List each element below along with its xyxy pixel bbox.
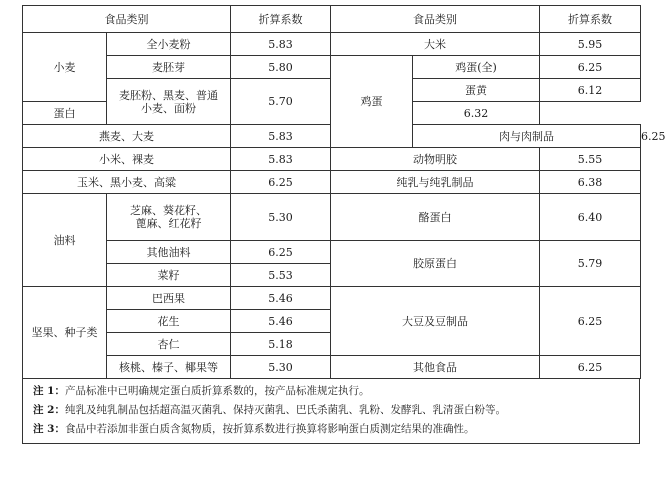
table-row	[23, 171, 641, 194]
factor-cell: 5.46	[231, 287, 331, 310]
food-name-cell: 大豆及豆制品	[331, 287, 540, 356]
food-name-cell: 麦胚芽	[107, 56, 231, 79]
food-name-cell: 动物明胶	[331, 148, 540, 171]
food-name-line: 芝麻、葵花籽、	[130, 204, 207, 217]
protein-factor-document	[22, 5, 666, 444]
factor-cell: 5.53	[231, 264, 331, 287]
food-name-cell: 酪蛋白	[331, 194, 540, 241]
factor-cell: 5.80	[231, 56, 331, 79]
note-line	[23, 382, 639, 401]
food-name-cell: 花生	[107, 310, 231, 333]
group-cell-egg: 鸡蛋	[331, 56, 413, 148]
factor-cell: 5.30	[231, 356, 331, 379]
table-row	[23, 194, 641, 241]
food-name-line: 蓖麻、红花籽	[135, 217, 202, 230]
notes-box	[22, 379, 640, 444]
note-label: 注 1：	[33, 385, 65, 397]
group-cell-oilseeds: 油料	[23, 194, 107, 287]
note-line	[23, 401, 639, 420]
group-cell-nuts: 坚果、种子类	[23, 287, 107, 379]
header-category-right: 食品类别	[331, 6, 540, 33]
factor-cell: 6.32	[413, 102, 540, 125]
factor-cell: 5.79	[540, 241, 641, 287]
table-row	[23, 33, 641, 56]
factor-cell: 6.12	[540, 79, 641, 102]
header-factor-right: 折算系数	[540, 6, 641, 33]
food-name-line: 小麦、面粉	[141, 101, 196, 115]
note-label: 注 3：	[33, 423, 65, 435]
factor-cell: 5.95	[540, 33, 641, 56]
food-name-line: 麦胚粉、黑麦、普通	[119, 88, 218, 102]
food-name-cell: 大米	[331, 33, 540, 56]
food-name-cell	[107, 79, 231, 125]
food-name-cell: 巴西果	[107, 287, 231, 310]
food-name-cell: 小米、裸麦	[23, 148, 231, 171]
factor-cell: 6.25	[540, 356, 641, 379]
table-row	[23, 241, 641, 264]
factor-cell: 5.46	[231, 310, 331, 333]
note-label: 注 2：	[33, 404, 65, 416]
factor-cell: 5.55	[540, 148, 641, 171]
food-name-cell: 其他食品	[331, 356, 540, 379]
header-category-left: 食品类别	[23, 6, 231, 33]
factor-cell: 6.40	[540, 194, 641, 241]
table-row	[23, 56, 641, 79]
factor-cell: 5.30	[231, 194, 331, 241]
food-name-cell: 其他油料	[107, 241, 231, 264]
factor-cell: 5.18	[231, 333, 331, 356]
food-name-cell	[107, 194, 231, 241]
header-row	[23, 6, 641, 33]
food-name-cell: 鸡蛋(全)	[413, 56, 540, 79]
food-name-cell: 燕麦、大麦	[23, 125, 231, 148]
factor-cell: 6.38	[540, 171, 641, 194]
factor-cell: 6.25	[231, 241, 331, 264]
food-name-cell: 玉米、黑小麦、高粱	[23, 171, 231, 194]
food-name-cell: 菜籽	[107, 264, 231, 287]
header-factor-left: 折算系数	[231, 6, 331, 33]
food-name-cell: 肉与肉制品	[413, 125, 641, 148]
table-row	[23, 356, 641, 379]
note-text: 纯乳及纯乳制品包括超高温灭菌乳、保持灭菌乳、巴氏杀菌乳、乳粉、发酵乳、乳清蛋白粉等。	[64, 404, 506, 416]
table-row	[23, 287, 641, 310]
factor-cell: 5.70	[231, 79, 331, 125]
table-row	[23, 148, 641, 171]
food-name-cell: 全小麦粉	[107, 33, 231, 56]
food-name-cell: 蛋黄	[413, 79, 540, 102]
food-name-cell: 纯乳与纯乳制品	[331, 171, 540, 194]
group-cell-wheat: 小麦	[23, 33, 107, 102]
food-name-cell: 胶原蛋白	[331, 241, 540, 287]
table-row: 燕麦、大麦 5.83 肉与肉制品 6.25	[23, 125, 641, 148]
note-line	[23, 420, 639, 439]
note-text: 产品标准中已明确规定蛋白质折算系数的，按产品标准规定执行。	[64, 385, 370, 397]
factor-cell: 6.25	[540, 56, 641, 79]
factor-cell: 6.25	[231, 171, 331, 194]
factor-cell: 5.83	[231, 148, 331, 171]
factor-cell: 6.25	[540, 287, 641, 356]
protein-factor-table	[22, 5, 666, 379]
food-name-cell: 蛋白	[23, 102, 107, 125]
food-name-cell: 杏仁	[107, 333, 231, 356]
factor-cell: 5.83	[231, 33, 331, 56]
note-text: 食品中若添加非蛋白质含氮物质，按折算系数进行换算将影响蛋白质测定结果的准确性。	[64, 423, 475, 435]
factor-cell: 5.83	[231, 125, 331, 148]
food-name-cell: 核桃、榛子、椰果等	[107, 356, 231, 379]
